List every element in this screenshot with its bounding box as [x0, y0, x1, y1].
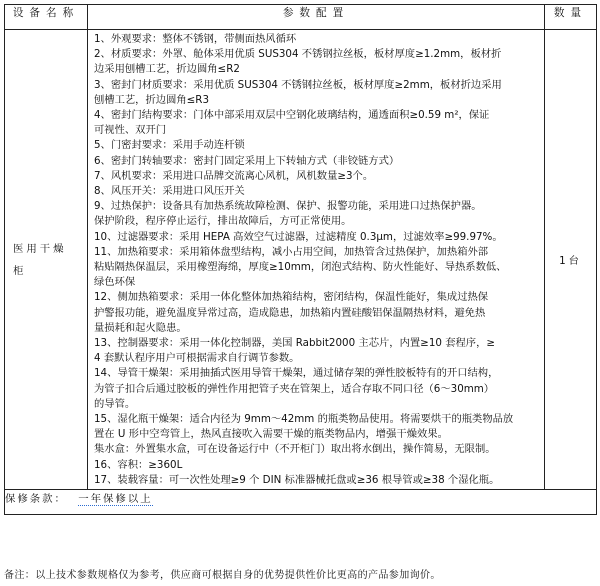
- spec-line: 16、容积：≥360L: [94, 458, 183, 471]
- spec-line: 2、材质要求：外罩、舱体采用优质 SUS304 不锈钢拉丝板，板材厚度≥1.2mm，板材折: [94, 48, 502, 61]
- spec-line: 5、门密封要求：采用手动连杆锁: [94, 139, 245, 152]
- warranty-text: 一年保修以上: [78, 493, 153, 506]
- spec-lines: [94, 32, 541, 488]
- spec-line: 17、装载容量：可一次性处理≥9 个 DIN 标准器械托盘或≥36 根导管或≥38 个湿化瓶。: [94, 473, 500, 486]
- spec-row: [5, 30, 597, 490]
- spec-line: 可视性、双开门: [94, 124, 167, 137]
- quantity-cell: [545, 30, 597, 490]
- spec-line: 为管子扣合后通过胶板的弹性作用把管子夹在管架上，适合存取不同口径（6～30mm）: [94, 382, 495, 395]
- spec-line: 14、导管干燥架：采用抽插式医用导管干燥架，通过储存架的弹性胶板特有的开口结构，: [94, 367, 499, 380]
- spec-table: [4, 4, 597, 515]
- device-quantity: 1台: [559, 255, 582, 268]
- spec-line: 集水盒：外置集水盒，可在设备运行中（不开柜门）取出将水倒出，操作简易，无限制。: [94, 443, 496, 456]
- device-name-cell: [5, 30, 88, 490]
- warranty-cell: [5, 490, 597, 515]
- spec-line: 6、密封门转轴要求：密封门固定采用上下转轴方式（非铰链方式）: [94, 154, 400, 167]
- spec-line: 7、风机要求：采用进口品牌交流离心风机，风机数量≥3个。: [94, 169, 374, 182]
- spec-line: 12、侧加热箱要求：采用一体化整体加热箱结构，密闭结构，保温性能好，集成过热保: [94, 291, 489, 304]
- warranty-label: 保修条款：: [5, 493, 67, 506]
- spec-line: 的导管。: [94, 397, 136, 410]
- spec-line: 保护阶段，程序停止运行，排出故障后，方可正常使用。: [94, 215, 352, 228]
- spec-line: 绿色环保: [94, 276, 136, 289]
- spec-line: 置在 U 形中空弯管上，热风直接吹入需要干燥的瓶类物品内，增强干燥效果。: [94, 428, 448, 441]
- header-quantity: 数量: [545, 5, 597, 30]
- spec-line: 刨槽工艺，折边圆角≤R3: [94, 93, 210, 106]
- spec-line: 11、加热箱要求：采用箱体盘型结构，减小占用空间，加热管含过热保护，加热箱外部: [94, 245, 489, 258]
- spec-line: 3、密封门材质要求：采用优质 SUS304 不锈钢拉丝板，板材厚度≥2mm，板材折边采用: [94, 78, 502, 91]
- spec-line: 4、密封门结构要求：门体中部采用双层中空钢化玻璃结构，通透面积≥0.59 m²，保证: [94, 109, 490, 122]
- spec-line: 9、过热保护：设备具有加热系统故障检测、保护、报警功能，采用进口过热保护器。: [94, 200, 482, 213]
- spec-config-cell: [88, 30, 545, 490]
- spec-line: 8、风压开关：采用进口风压开关: [94, 185, 245, 198]
- header-device-name: 设备名称: [5, 5, 88, 30]
- header-config: 参数配置: [88, 5, 545, 30]
- spec-line: 护警报功能，避免温度异常过高，造成隐患，加热箱内置硅酸铝保温隔热材料，避免热: [94, 306, 486, 319]
- spec-line: 10、过滤器要求：采用 HEPA 高效空气过滤器，过滤精度 0.3μm，过滤效率≥99.97%。: [94, 230, 503, 243]
- spec-line: 4 套默认程序用户可根据需求自行调节参数。: [94, 352, 300, 365]
- spec-line: 粘贴隔热保温层，采用橡塑海绵，厚度≥10mm，闭泡式结构、防火性能好、导热系数低、: [94, 261, 507, 274]
- device-name: 医用干燥柜: [13, 242, 67, 277]
- spec-line: 量损耗和起火隐患。: [94, 321, 187, 334]
- footnote: 备注：以上技术参数规格仅为参考，供应商可根据自身的优势提供性价比更高的产品参加询价。: [4, 570, 441, 581]
- header-row: [5, 5, 597, 30]
- warranty-row: [5, 490, 597, 515]
- spec-line: 15、湿化瓶干燥架：适合内径为 9mm～42mm 的瓶类物品使用。将需要烘干的瓶类物品放: [94, 413, 514, 426]
- spec-line: 1、外观要求：整体不锈钢，带侧面热风循环: [94, 33, 297, 45]
- spec-line: 13、控制器要求：采用一体化控制器，美国 Rabbit2000 主芯片，内置≥10 套程序，≥: [94, 337, 496, 350]
- spec-line: 边采用刨槽工艺，折边圆角≤R2: [94, 63, 240, 76]
